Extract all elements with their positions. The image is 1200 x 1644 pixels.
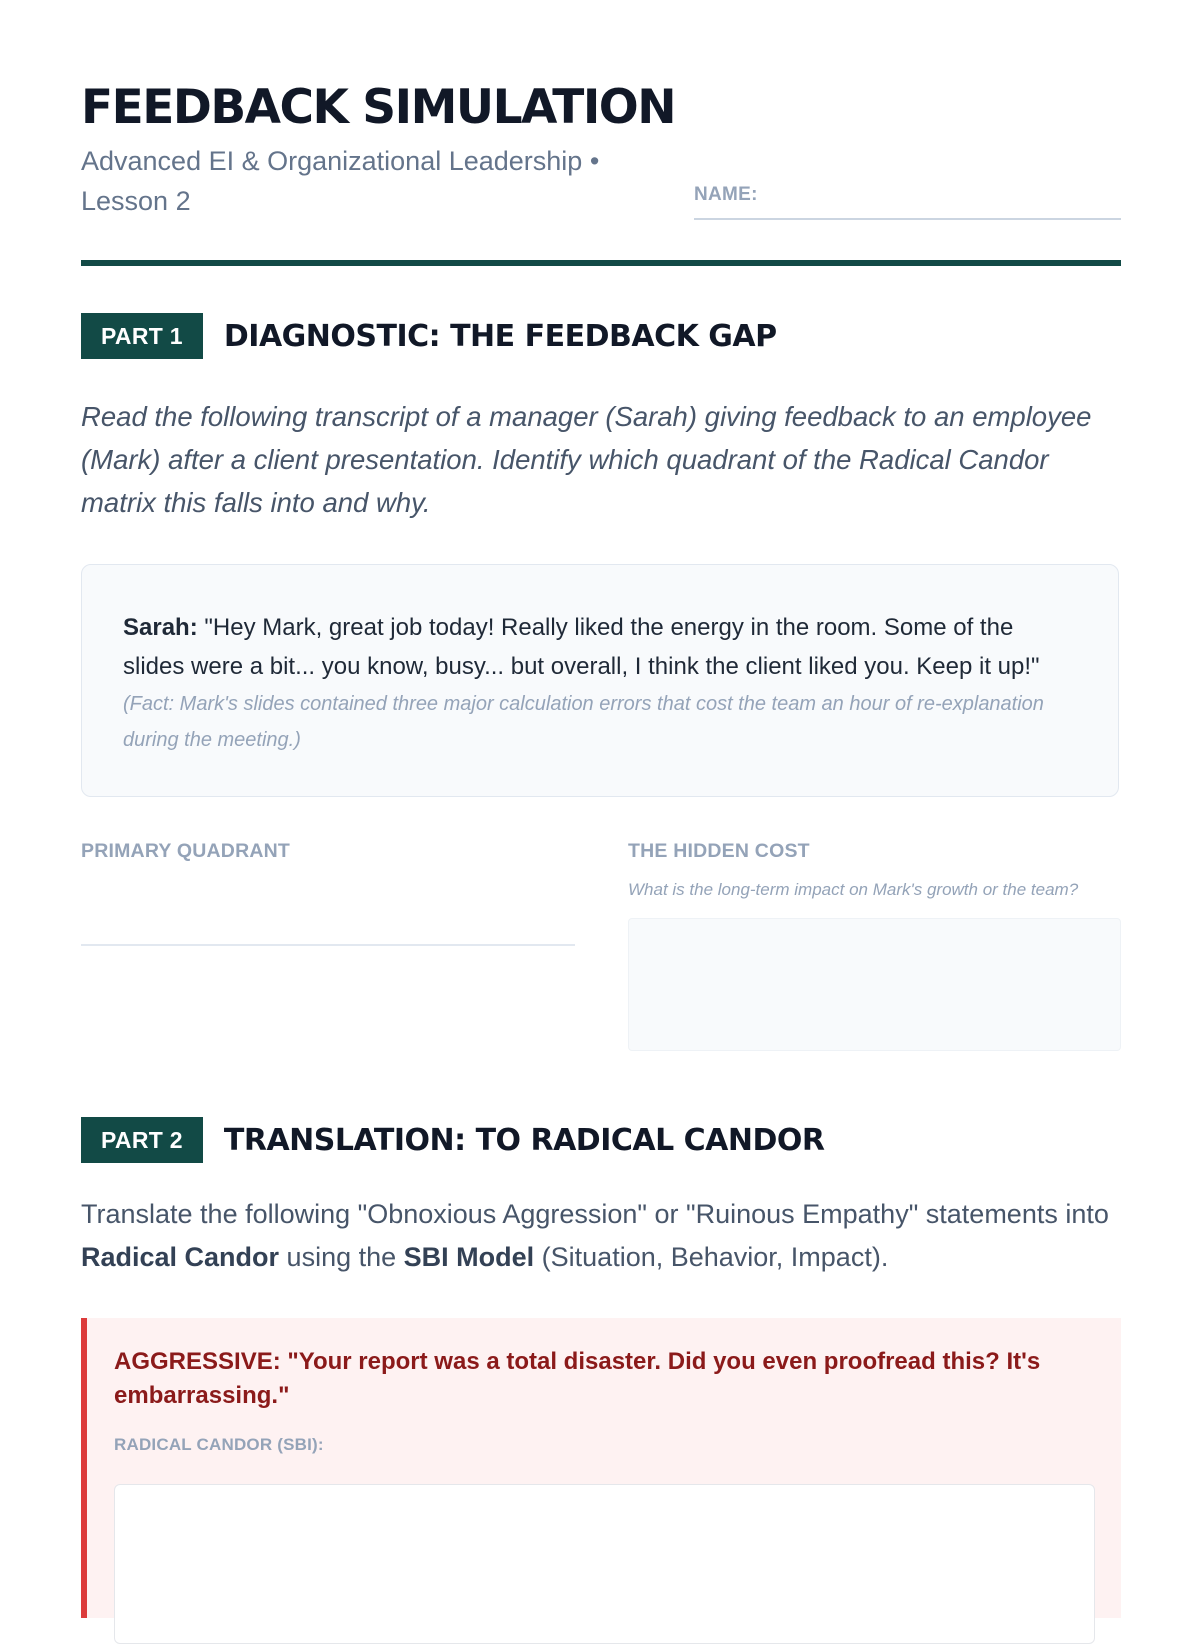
sbi-answer-label: RADICAL CANDOR (SBI): (114, 1435, 324, 1454)
part1-badge: PART 1 (81, 313, 203, 359)
transcript-quote (123, 608, 1078, 686)
primary-quadrant-input[interactable] (81, 944, 575, 946)
header-divider (81, 260, 1121, 266)
hidden-cost-label: THE HIDDEN COST (628, 840, 810, 862)
part1-title: DIAGNOSTIC: THE FEEDBACK GAP (223, 318, 777, 354)
transcript-fact: (Fact: Mark's slides contained three major calculation errors that cost the team an hour of re-explanation during the meeting.) (123, 693, 1044, 751)
aggressive-statement-card (81, 1318, 1121, 1618)
page-title: FEEDBACK SIMULATION (81, 80, 676, 135)
sbi-model-term: SBI Model (403, 1242, 535, 1272)
part2-title: TRANSLATION: TO RADICAL CANDOR (223, 1122, 825, 1158)
part2-instructions-text-middle: using the (279, 1242, 404, 1272)
transcript-quote-text: "Hey Mark, great job today! Really liked the energy in the room. Some of the slides were a bit... you know, busy... but overall, I think the client liked you. Keep it up!" (123, 614, 1040, 680)
primary-quadrant-label: PRIMARY QUADRANT (81, 840, 291, 862)
part2-header (81, 1117, 825, 1163)
hidden-cost-input[interactable] (628, 918, 1121, 1051)
part2-badge: PART 2 (81, 1117, 203, 1163)
aggressive-statement: AGGRESSIVE: "Your report was a total disaster. Did you even proofread this? It's embarrassing." (114, 1348, 1041, 1409)
radical-candor-term: Radical Candor (81, 1242, 280, 1272)
name-field[interactable] (694, 184, 1121, 220)
part2-instructions (81, 1193, 1126, 1279)
hidden-cost-hint: What is the long-term impact on Mark's growth or the team? (628, 880, 1079, 899)
part1-instructions: Read the following transcript of a manager (Sarah) giving feedback to an employee (Mark) after a client presentation. Identify which quadrant of the Radical Candor matrix this falls into and why. (81, 401, 1092, 518)
name-label: NAME: (694, 184, 758, 205)
part1-header (81, 313, 777, 359)
transcript-box (81, 564, 1119, 797)
transcript-speaker: Sarah: (123, 614, 198, 641)
part2-instructions-text-end: (Situation, Behavior, Impact). (534, 1242, 889, 1272)
part2-instructions-text: Translate the following "Obnoxious Aggression" or "Ruinous Empathy" statements into (81, 1199, 1109, 1229)
sbi-answer-input[interactable] (114, 1484, 1095, 1644)
page-subtitle: Advanced EI & Organizational Leadership • Lesson 2 (81, 146, 600, 216)
